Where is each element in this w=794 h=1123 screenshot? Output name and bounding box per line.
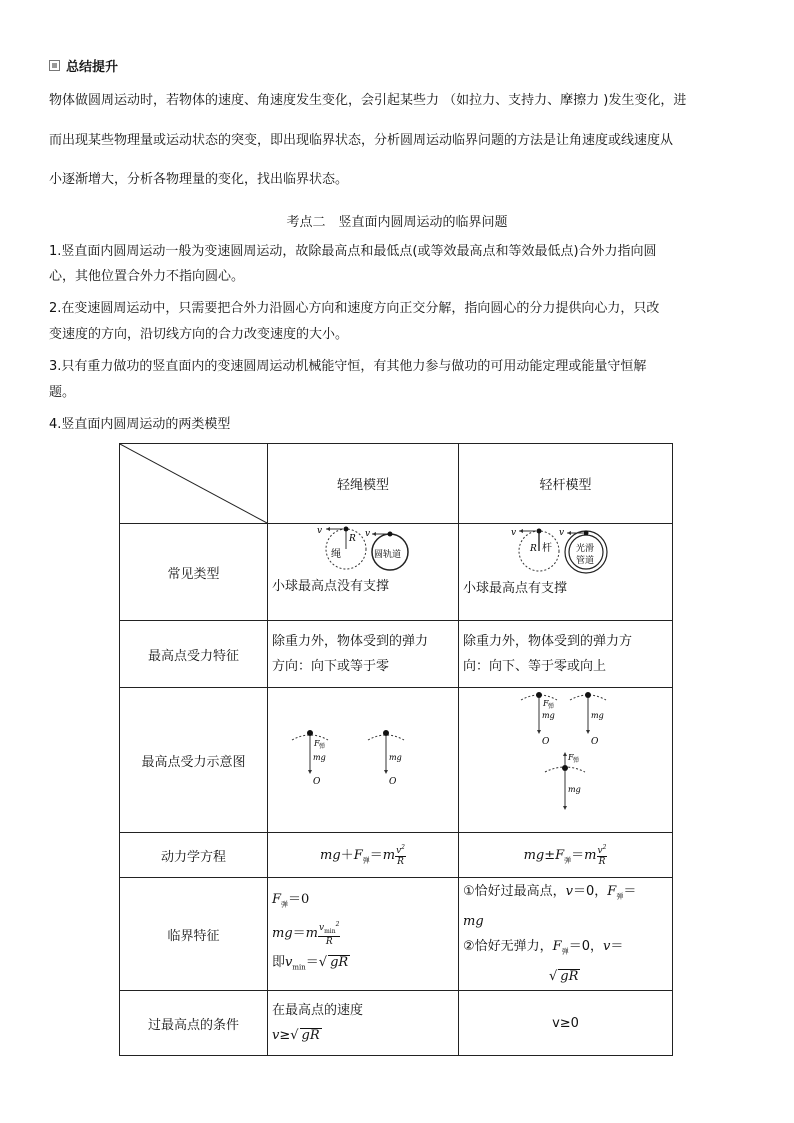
- cell-condition-rod: v≥0: [459, 991, 673, 1056]
- rod-mg-label-3: mg: [568, 785, 581, 794]
- rod-O-label-1: O: [542, 737, 550, 747]
- rod-F-sub-2: 弹: [573, 757, 580, 764]
- cell-critical-rope: [268, 878, 459, 991]
- rod-F-label-1: F: [543, 699, 549, 708]
- rod-dynamics-equation: $mg\pm F_弹=m$ $\frac{v^2}{R}$: [523, 844, 607, 867]
- section-title: 考点二 竖直面内圆周运动的临界问题: [286, 215, 508, 230]
- summary-line-1: 物体做圆周运动时，若物体的速度、角速度发生变化，会引起某些力 （如拉力、支持力、摩擦力 )发生变化，进: [49, 93, 687, 108]
- row-dynamics: [120, 833, 673, 878]
- rod-force-line-2: 向：向下、等于零或向上: [463, 659, 607, 674]
- tube-label-2: 管道: [576, 556, 595, 566]
- rope-O-label-2: O: [389, 777, 397, 787]
- rod-critical-sqrt: √ gR: [549, 968, 579, 984]
- rope-R-label: R: [349, 534, 356, 544]
- point-3a: 3.只有重力做功的竖直面内的变速圆周运动机械能守恒，有其他力参与做功的可用动能定理或能量守恒解: [49, 359, 647, 374]
- summary-heading: 总结提升: [49, 56, 118, 75]
- models-table: [119, 443, 673, 1056]
- rod-O-label-2: O: [591, 737, 599, 747]
- rope-dynamics-equation: $mg+F_弹=m$ $\frac{v^2}{R}$: [320, 844, 405, 867]
- tube-label-1: 光滑: [576, 544, 595, 554]
- summary-line-2: 而出现某些物理量或运动状态的突变，即出现临界状态，分析圆周运动临界问题的方法是让角速度或线速度从: [49, 133, 674, 148]
- rope-condition-line-1: 在最高点的速度: [272, 1003, 364, 1018]
- track-label: 圆轨道: [374, 550, 402, 560]
- cell-dynamics-rod: [459, 833, 673, 878]
- rope-common-text: 小球最高点没有支撑: [272, 579, 390, 594]
- rope-label: 绳: [331, 549, 341, 560]
- label-diagram: 最高点受力示意图: [120, 688, 268, 833]
- rope-O-label-1: O: [313, 777, 321, 787]
- cell-common-rope: [268, 524, 459, 621]
- rope-critical-f0: $F_弹=0$: [272, 892, 310, 909]
- diagonal-line: [120, 444, 267, 523]
- point-1a: 1.竖直面内圆周运动一般为变速圆周运动，故除最高点和最低点(或等效最高点和等效最低点)合外力指向圆: [49, 244, 657, 259]
- cell-diagram-rod: [459, 688, 673, 833]
- rod-critical-mg: mg: [463, 914, 484, 929]
- row-condition: [120, 991, 673, 1056]
- label-critical: 临界特征: [120, 878, 268, 991]
- header-row: [120, 444, 673, 524]
- point-3b: 题。: [49, 385, 76, 400]
- cell-critical-rod: [459, 878, 673, 991]
- rope-force-line-2: 方向：向下或等于零: [272, 659, 390, 674]
- row-force: [120, 621, 673, 688]
- rod-v-label: v: [511, 528, 517, 538]
- rod-force-line-1: 除重力外，物体受到的弹力方: [463, 634, 633, 649]
- rope-critical-vmin-value: 即$v_{min}=√$ gR: [272, 955, 349, 972]
- rope-v-label: v: [317, 526, 323, 536]
- row-diagram: [120, 688, 673, 833]
- summary-line-3: 小逐渐增大，分析各物理量的变化，找出临界状态。: [49, 172, 349, 187]
- rope-mg-label-2: mg: [389, 753, 402, 762]
- row-critical: [120, 878, 673, 991]
- square-bullet-icon: [49, 60, 60, 71]
- cell-common-rod: [459, 524, 673, 621]
- header-rod-model: 轻杆模型: [459, 444, 673, 524]
- cell-force-rope: [268, 621, 459, 688]
- rope-force-line-1: 除重力外，物体受到的弹力: [272, 634, 429, 649]
- rod-label: 杆: [542, 543, 552, 554]
- row-common: [120, 524, 673, 621]
- point-2b: 变速度的方向，沿切线方向的合力改变速度的大小。: [49, 327, 349, 342]
- label-dynamics: 动力学方程: [120, 833, 268, 878]
- cell-force-rod: [459, 621, 673, 688]
- rope-force-diagram: [268, 688, 458, 832]
- label-force: 最高点受力特征: [120, 621, 268, 688]
- point-2a: 2.在变速圆周运动中，只需要把合外力沿圆心方向和速度方向正交分解，指向圆心的分力提供向心力，只改: [49, 301, 660, 316]
- rope-F-sub: 弹: [319, 743, 326, 750]
- rod-mg-label-2: mg: [591, 711, 604, 720]
- rope-critical-vmin-eq: mg＝m $\frac{v_{min}^2}{R}$: [272, 920, 340, 948]
- rod-mg-label-1: mg: [542, 711, 555, 720]
- tube-v-label: v: [559, 528, 565, 538]
- cell-diagram-rope: [268, 688, 459, 833]
- diagonal-header-cell: [120, 444, 268, 524]
- rod-common-text: 小球最高点有支撑: [463, 581, 568, 596]
- cell-dynamics-rope: [268, 833, 459, 878]
- rod-critical-line-2: ②恰好无弹力，$F_弹=0$，v＝: [463, 939, 624, 956]
- rope-F-label: F: [314, 739, 320, 748]
- cell-condition-rope: [268, 991, 459, 1056]
- rope-mg-label-1: mg: [313, 753, 326, 762]
- label-condition: 过最高点的条件: [120, 991, 268, 1056]
- point-4: 4.竖直面内圆周运动的两类模型: [49, 417, 231, 432]
- header-rope-model: 轻绳模型: [268, 444, 459, 524]
- track-v-label: v: [365, 529, 371, 539]
- rod-critical-line-1: ①恰好过最高点，v＝0，$F_弹=$: [463, 884, 637, 901]
- rod-F-label-2: F: [568, 753, 574, 762]
- rod-and-tube-diagram: [459, 524, 672, 576]
- point-1b: 心，其他位置合外力不指向圆心。: [49, 269, 245, 284]
- label-common: 常见类型: [120, 524, 268, 621]
- rope-and-track-diagram: [268, 524, 458, 574]
- rod-F-sub-1: 弹: [548, 703, 555, 710]
- rope-condition-line-2: v≥√ gR: [272, 1028, 320, 1043]
- rod-force-diagram: [459, 688, 672, 832]
- rod-R-label: R: [530, 544, 537, 554]
